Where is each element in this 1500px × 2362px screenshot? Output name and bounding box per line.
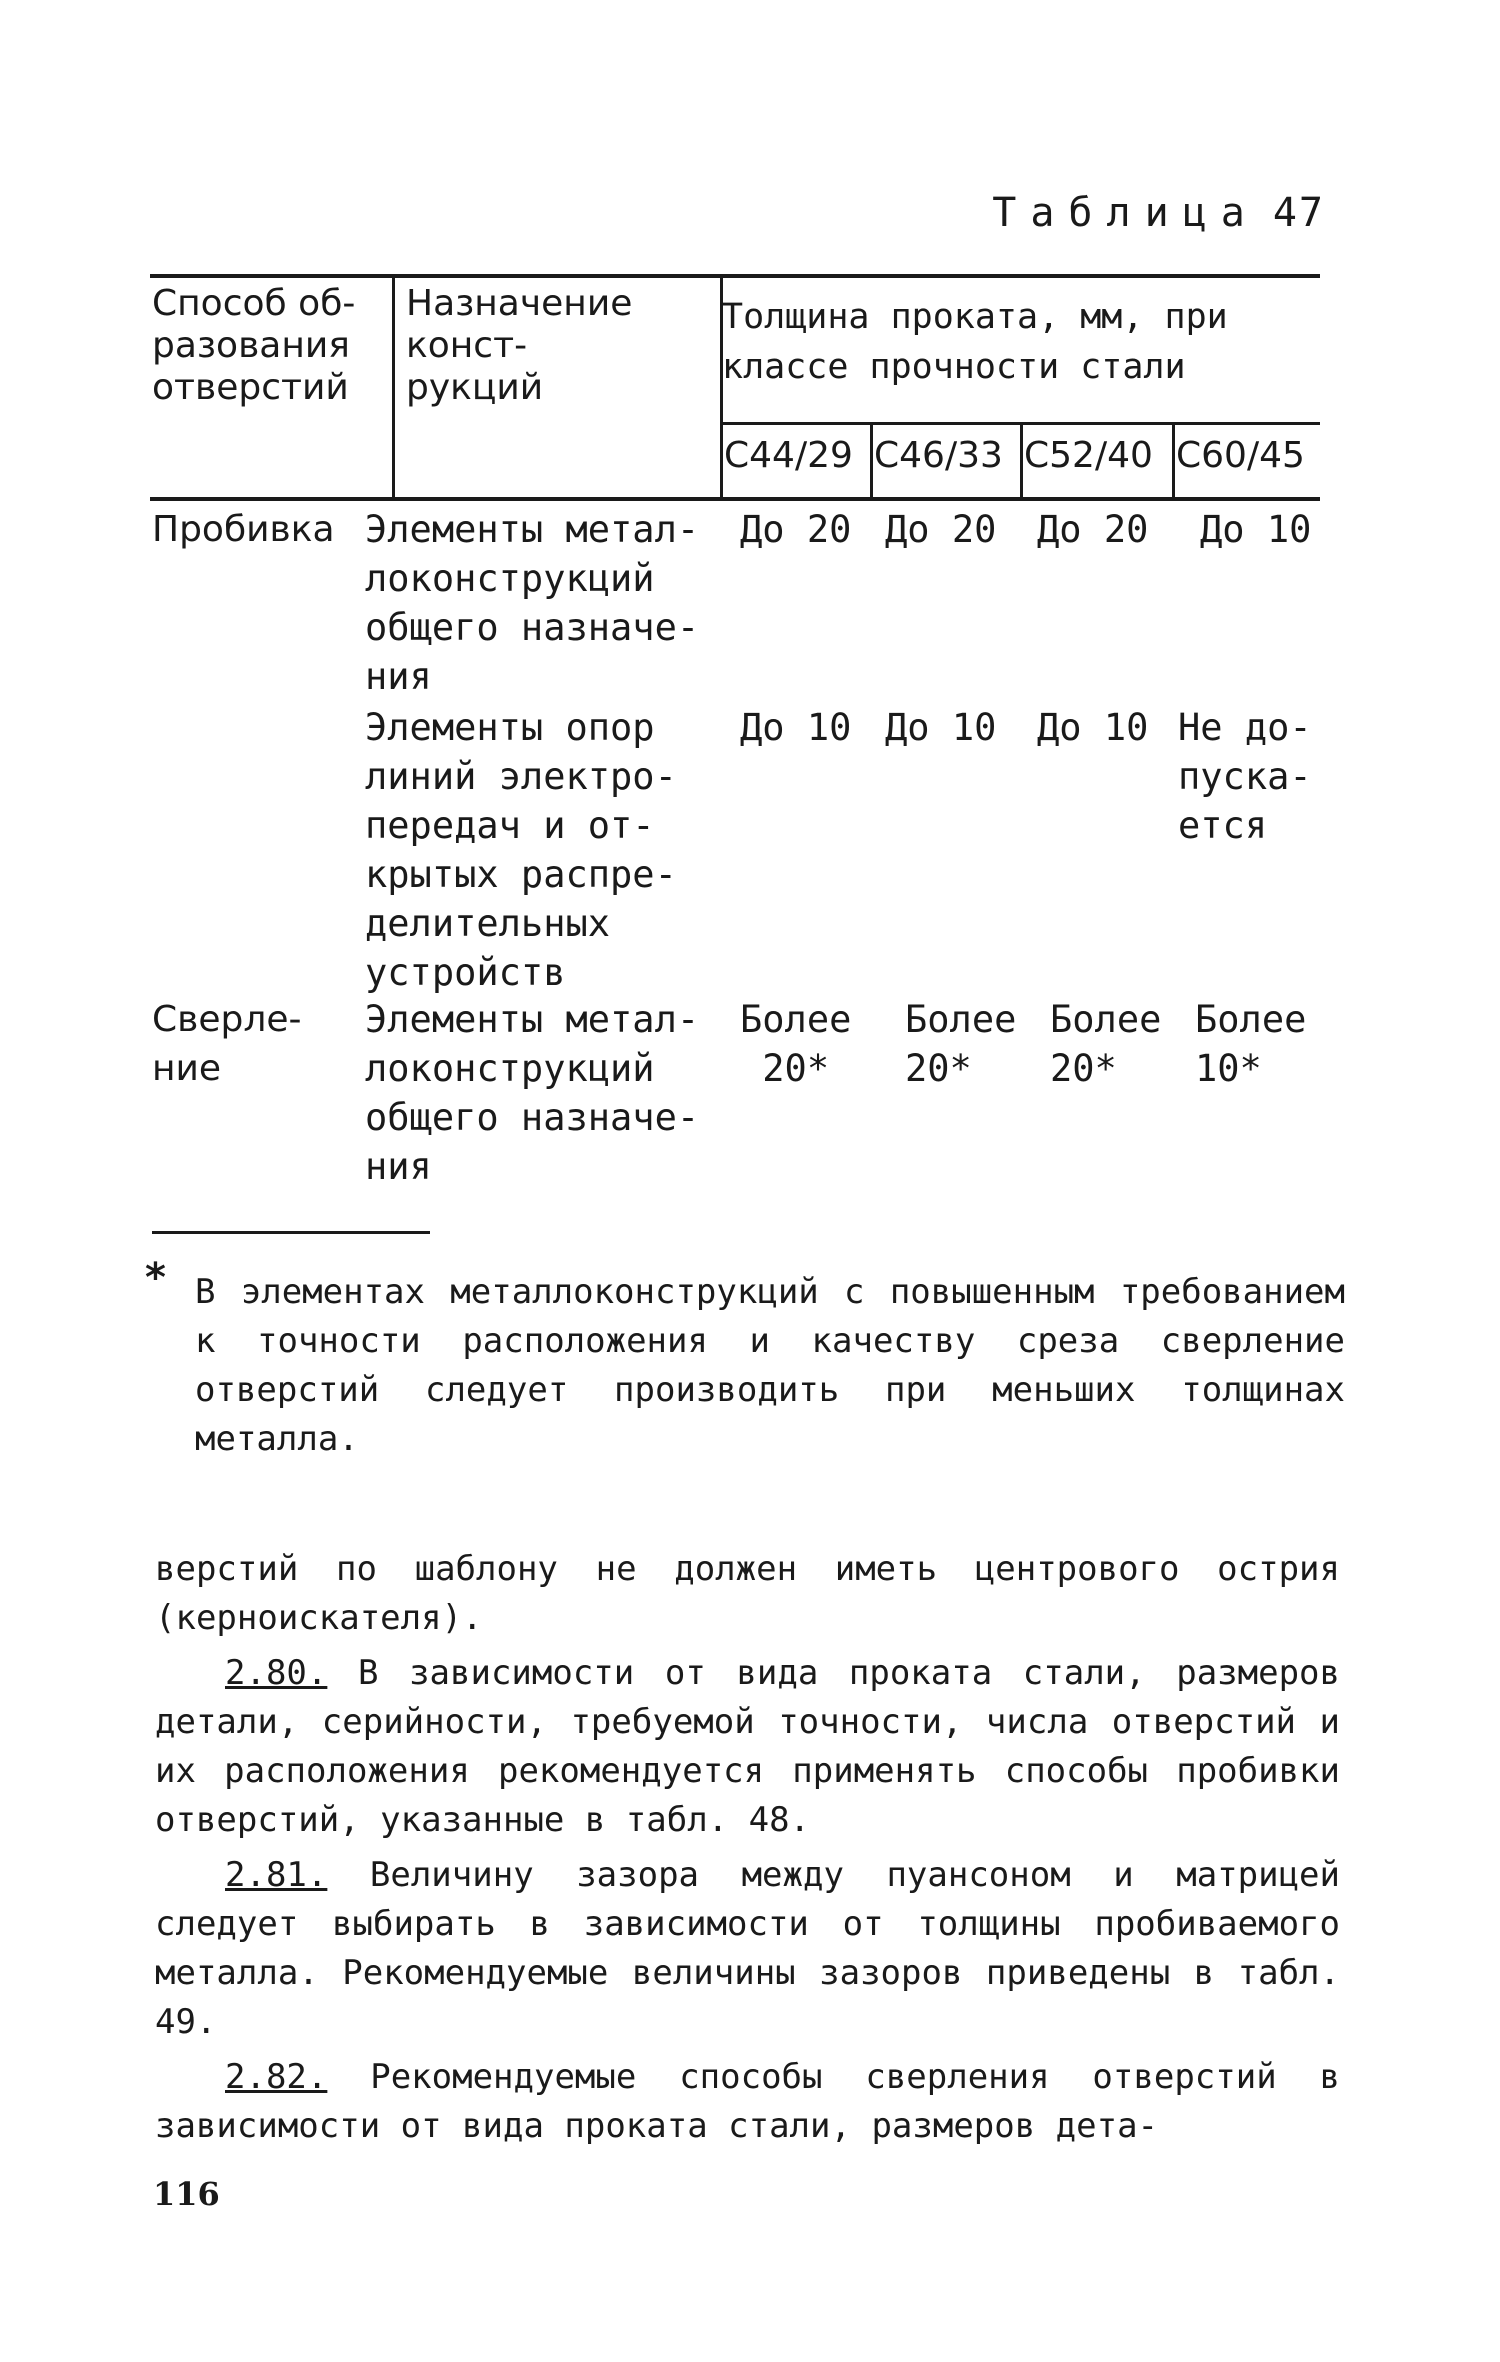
footnote-mark: * bbox=[145, 1255, 166, 1301]
footnote-rule bbox=[152, 1231, 430, 1234]
paragraph-2-81 bbox=[155, 1851, 1340, 2047]
footnote-text: В элементах металлоконструкций с повышенным требованием к точности расположения и качеству среза сверление отверстий следует производить при меньших толщинах металла. bbox=[195, 1272, 1345, 1459]
page-number: 116 bbox=[153, 2175, 220, 2213]
row3-value-3: Более 20* bbox=[1050, 998, 1162, 1090]
row2-value-3: До 10 bbox=[1037, 706, 1149, 749]
row3-purpose: Элементы метал- локонструкций общего назначе- ния bbox=[365, 998, 700, 1188]
row1-value-4: До 10 bbox=[1200, 508, 1312, 551]
table-col-divider-5 bbox=[1172, 423, 1175, 499]
header-purpose: Назначение конст- рукций bbox=[406, 283, 633, 408]
table-caption-number: 47 bbox=[1272, 190, 1325, 236]
row1-value-3: До 20 bbox=[1037, 508, 1149, 551]
table-top-rule bbox=[150, 274, 1320, 278]
header-thickness: Толщина проката, мм, при классе прочности стали bbox=[722, 297, 1228, 387]
paragraph-number: 2.82. bbox=[225, 2057, 328, 2097]
row1-value-2: До 20 bbox=[885, 508, 997, 551]
header-class-2: С46/33 bbox=[874, 435, 1003, 476]
table-caption bbox=[992, 190, 1325, 236]
header-method: Способ об- разования отверстий bbox=[152, 283, 356, 408]
paragraph-2-82 bbox=[155, 2053, 1340, 2151]
table-col-divider-4 bbox=[1020, 423, 1023, 499]
header-class-4: С60/45 bbox=[1176, 435, 1305, 476]
row2-value-2: До 10 bbox=[885, 706, 997, 749]
row3-value-4: Более 10* bbox=[1195, 998, 1307, 1090]
row3-value-2: Более 20* bbox=[905, 998, 1017, 1090]
row1-purpose: Элементы метал- локонструкций общего назначе- ния bbox=[365, 508, 700, 698]
row1-method: Пробивка bbox=[152, 509, 335, 550]
row1-value-1: До 20 bbox=[740, 508, 852, 551]
row3-value-1: Более 20* bbox=[740, 998, 852, 1090]
paragraph-text: Величину зазора между пуансоном и матрицей следует выбирать в зависимости от толщины пробиваемого металла. Рекомендуемые величины зазоров приведены в табл. 49. bbox=[155, 1855, 1340, 2042]
row2-value-1: До 10 bbox=[740, 706, 852, 749]
row3-method: Сверле- ние bbox=[152, 999, 302, 1089]
paragraph-continuation bbox=[155, 1545, 1340, 1643]
body-text bbox=[155, 1545, 1340, 2151]
header-class-1: С44/29 bbox=[724, 435, 853, 476]
paragraph-number: 2.81. bbox=[225, 1855, 328, 1895]
table-col-divider-3 bbox=[870, 423, 873, 499]
paragraph-text: верстий по шаблону не должен иметь центрового острия (керноискателя). bbox=[155, 1549, 1340, 1638]
paragraph-number: 2.80. bbox=[225, 1653, 328, 1693]
table-col-divider-1 bbox=[392, 276, 395, 499]
table-header-bottom-rule bbox=[150, 497, 1320, 501]
paragraph-2-80 bbox=[155, 1649, 1340, 1845]
row2-value-4: Не до- пуска- ется bbox=[1178, 706, 1312, 847]
paragraph-text: В зависимости от вида проката стали, размеров детали, серийности, требуемой точности, числа отверстий и их расположения рекомендуется применять способы пробивки отверстий, указанные в табл. 48. bbox=[155, 1653, 1340, 1840]
header-class-3: С52/40 bbox=[1024, 435, 1153, 476]
table-caption-word: Таблица bbox=[992, 190, 1259, 236]
row2-purpose: Элементы опор линий электро- передач и от- крытых распре- делительных устройств bbox=[365, 706, 677, 994]
paragraph-text: Рекомендуемые способы сверления отверстий в зависимости от вида проката стали, размеров дета- bbox=[155, 2057, 1340, 2146]
